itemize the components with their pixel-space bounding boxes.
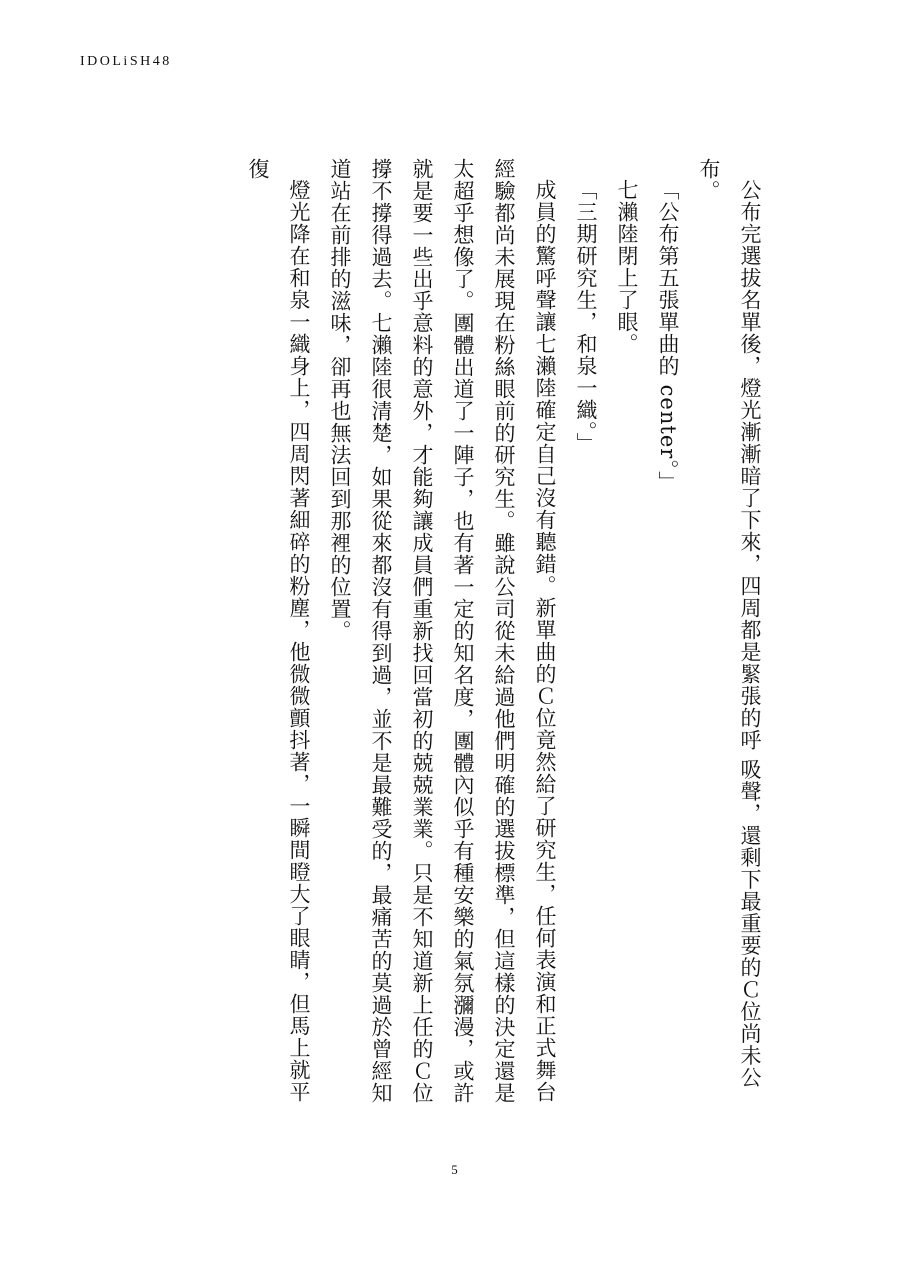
running-header: IDOLiSH48 xyxy=(80,54,172,69)
paragraph-announcement: 公布完選拔名單後，燈光漸漸暗了下來，四周都是緊張的呼 吸聲，還剩下最重要的Ｃ位尚未公布。 xyxy=(697,158,762,1089)
paragraph-spotlight: 燈光降在和泉一織身上，四周閃著細碎的粉塵，他微微顫抖著，一瞬間瞪大了眼睛，但馬上就平復 xyxy=(246,158,311,1103)
page-number: 5 xyxy=(451,1162,458,1177)
paragraph-reaction: 成員的驚呼聲讓七瀨陸確定自己沒有聽錯。新單曲的Ｃ位竟然給了研究生，任何表演和正式舞台經驗都尚未展現在粉絲眼前的研究生。雖說公司從未給過他們明確的選拔標準，但這樣的決定還是太超乎想像了。團體出道了一陣子，也有著一定的知名度，團體內似乎有種安樂的氣氛瀰漫，或許就是要一些出乎意料的意外，才能夠讓成員們重新找回當初的兢兢業業。只是不知道新上任的Ｃ位撐不撐得過去。七瀨陸很清楚，如果從來都沒有得到過，並不是最難受的，最痛苦的莫過於曾經知道站在前排的滋味，卻再也無法回到那裡的位置。 xyxy=(328,158,557,1104)
paragraph-name-announce: 「三期研究生，和泉一織。」 xyxy=(574,179,598,455)
paragraph-eyes-closed: 七瀨陸閉上了眼。 xyxy=(615,179,639,355)
vertical-text-body xyxy=(130,158,770,1118)
paragraph-center-announce: 「公布第五張單曲的 center。」 xyxy=(656,179,680,493)
